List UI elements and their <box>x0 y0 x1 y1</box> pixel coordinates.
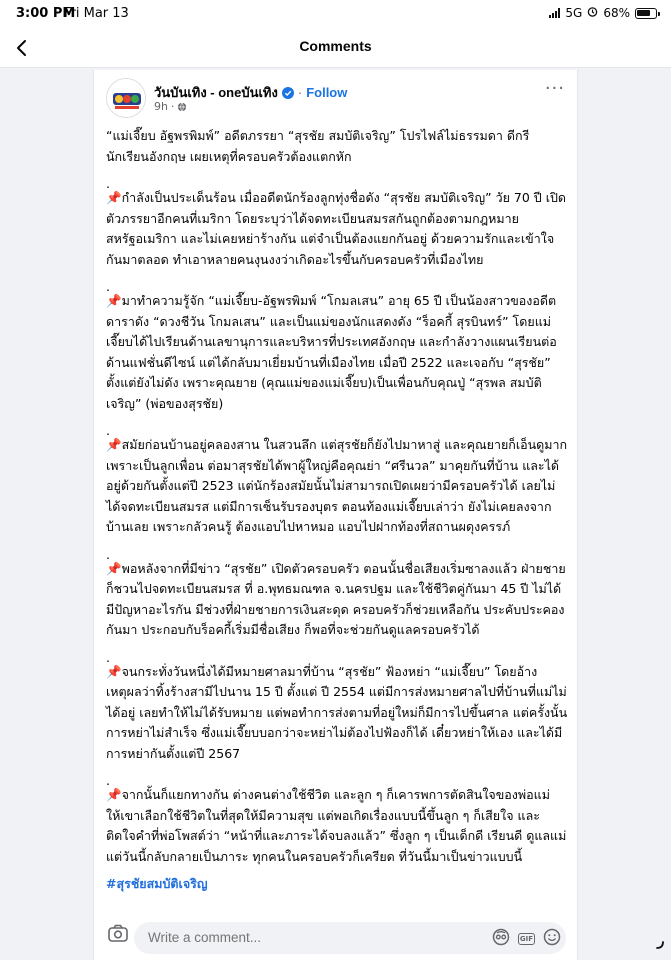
post-meta <box>154 100 187 113</box>
post-paragraph <box>106 188 568 270</box>
avatar-sticker-button[interactable] <box>492 928 510 950</box>
post-paragraph <box>106 559 568 641</box>
post-paragraph <box>106 662 568 765</box>
paragraph-dot: . <box>106 423 110 438</box>
battery-percent: 68% <box>603 6 630 20</box>
page-name[interactable]: วันบันเทิง - oneบันเทิง <box>154 85 278 100</box>
more-options-button[interactable] <box>545 78 565 99</box>
pushpin-icon: 📌 <box>106 437 122 452</box>
page-title: Comments <box>299 38 372 54</box>
comment-bar <box>94 914 577 960</box>
post-paragraph <box>106 785 568 867</box>
post-paragraph <box>106 435 568 538</box>
paragraph-dot: . <box>106 279 110 294</box>
status-time: 3:00 PM <box>16 6 76 21</box>
dot-separator: · <box>297 85 303 100</box>
emoji-icon <box>543 928 561 946</box>
camera-button[interactable] <box>108 924 128 946</box>
status-date: Fri Mar 13 <box>64 6 129 21</box>
alarm-icon <box>587 6 598 20</box>
battery-icon <box>635 8 657 19</box>
paragraph-dot: . <box>106 546 110 562</box>
paragraph-dot: . <box>106 773 110 788</box>
verified-badge-icon <box>282 87 294 99</box>
paragraph-text: สมัยก่อนบ้านอยู่คลองสาน ในสวนลึก แต่สุรชัยก็ยังไปมาหาสู่ และคุณยายก็เอ็นดูมาก เพราะเป็นลูกเพื่อน ต่อมาสุรชัยได้พาผู้ใหญ่คือคุณย่า “ศรีนวล” มาคุยกันที่บ้าน และได้อยู่ด้วยกันตั้งแต่ปี 2523 แต่นักร้องสมัยนั้นไม่สามารถเปิดเผยว่ามีครอบครัวได้ เลยไม่ได้จดทะเบียนสมรส แต่มีการเซ็นรับรองบุตร ตอนท้องแม่เจี๊ยบเล่าว่า ยังไม่เคยลงจากบ้านเลย เพราะกลัวคนรู้ ต้องแอบไปหาหมอ แอบไปฝากท้องที่สถานผดุงครรภ์ <box>106 437 568 534</box>
paragraph-text: จากนั้นก็แยกทางกัน ต่างคนต่างใช้ชีวิต และลูก ๆ ก็เคารพการตัดสินใจของพ่อแม่ ให้เขาเลือกใช้ชีวิตในที่สุดให้มีความสุข แต่พอเกิดเรื่องแบบนี้ขึ้นลูก ๆ ก็เสียใจ และติดใจคำที่พ่อโพสต์ว่า “หน้าที่และภาระได้จบลงแล้ว” ซึ่งลูก ๆ เป็นเด็กดี เรียนดี ดูแลแม่ แต่วันนี้กลับกลายเป็นภาระ ทุกคนในครอบครัวก็เครียด ที่วันนี้มาเป็นข่าวแบบนี้ <box>106 787 567 864</box>
paragraph-text: มาทำความรู้จัก “แม่เจี๊ยบ-อัฐพรพิมพ์ “โกมลเสน” อายุ 65 ปี เป็นน้องสาวของอดีตดาราดัง “ดวงชีวัน โกมลเสน” และเป็นแม่ของนักแสดงดัง “ร็อคกี้ สุรบินทร์” โดยแม่เจี๊ยบได้ไปเรียนด้านเลขานุการและบริหารที่ประเทศอังกฤษ และกำลังวางแผนเรียนต่อด้านแฟชั่นดีไซน์ แต่ได้กลับมาเยี่ยมบ้านที่เมืองไทย เมื่อปี 2522 และเจอกับ “สุรชัย” ตั้งแต่ยังไม่ดัง เพราะคุณยาย (คุณแม่ของแม่เจี๊ยบ)เป็นเพื่อนกับคุณปู่ “สุรพล สมบัติเจริญ” (พ่อของสุรชัย) <box>106 293 557 411</box>
post-time[interactable]: 9h <box>154 100 168 113</box>
hashtag-link[interactable]: #สุรชัยสมบัติเจริญ <box>106 876 208 891</box>
comment-input-icons <box>492 928 561 950</box>
dot-separator: · <box>170 100 175 113</box>
avatar[interactable] <box>106 78 146 118</box>
paragraph-text: จนกระทั่งวันหนึ่งได้มีหมายศาลมาที่บ้าน “สุรชัย” ฟ้องหย่า “แม่เจี๊ยบ” โดยอ้างเหตุผลว่าทิ้งร้างสามีไปนาน 15 ปี ตั้งแต่ ปี 2554 แต่มีการส่งหมายศาลไปที่บ้านที่แม่ไม่ได้อยู่ เลยทำให้ไม่ได้รับหมาย แต่พอทำการส่งตามที่อยู่ใหม่ก็มีการไปขึ้นศาล แต่ครั้งนั้นการหย่าไม่สำเร็จ ซึ่งแม่เจี๊ยบบอกว่าจะหย่าไม่ต้องไปฟ้องก็ได้ เดี๋ยวหย่าให้เอง และได้มีการหย่ากันตั้งแต่ปี 2567 <box>106 663 568 761</box>
post-paragraph <box>106 291 568 414</box>
status-bar <box>0 0 671 28</box>
pushpin-icon: 📌 <box>106 787 122 802</box>
camera-icon <box>108 924 128 942</box>
nav-bar <box>0 28 671 68</box>
pushpin-icon: 📌 <box>106 560 122 576</box>
paragraph-dot: . <box>106 176 110 191</box>
gif-button[interactable]: GIF <box>519 935 533 943</box>
pushpin-icon: 📌 <box>106 293 122 308</box>
paragraph-text: กำลังเป็นประเด็นร้อน เมื่ออดีตนักร้องลูกทุ่งชื่อดัง “สุรชัย สมบัติเจริญ” วัย 70 ปี เปิดตัวภรรยาอีกคนที่เมริกา โดยระบุว่าได้จดทะเบียนสมรสกันถูกต้องตามกฎหมายสหรัฐอเมริกา และไม่เคยหย่าร้างกัน แต่จำเป็นต้องแยกกันอยู่ ด้วยความรักและเข้าใจกันมาตลอด ทำเอาหลายคนงุนงงว่าเกิดอะไรขึ้นกับครอบครัวที่เมืองไทย <box>106 190 567 267</box>
paragraph-text: พอหลังจากที่มีข่าว “สุรชัย” เปิดตัวครอบครัว ตอนนั้นชื่อเสียงเริ่มซาลงแล้ว ฝ่ายชายก็ชวนไปจดทะเบียนสมรส ที่ อ.พุทธมณฑล จ.นครปฐม และใช้ชีวิตคู่กันมา 45 ปี ไม่ได้มีปัญหาอะไรกัน มีช่วงที่ฝ่ายชายการเงินสะดุด ครอบครัวก็ช่วยเหลือกัน ประคับประคองกันมา ประกอบกับร็อคกี้เริ่มมีชื่อเสียง ก็พอที่จะช่วยกันดูแลครอบครัวได้ <box>106 560 566 637</box>
more-horizontal-icon: ··· <box>544 78 565 99</box>
cellular-signal-icon <box>549 8 560 18</box>
status-indicators <box>549 6 657 20</box>
network-type: 5G <box>565 6 583 20</box>
post-headline: “แม่เจี๊ยบ อัฐพรพิมพ์” อดีตภรรยา “สุรชัย สมบัติเจริญ” โปรไฟล์ไม่ธรรมดา ดีกรีนักเรียนอังกฤษ เผยเหตุที่ครอบครัวต้องแตกหัก <box>106 128 530 164</box>
avatar-sticker-icon <box>492 928 510 946</box>
globe-icon <box>177 102 187 112</box>
follow-button[interactable]: Follow <box>306 85 348 100</box>
pushpin-icon: 📌 <box>106 663 122 679</box>
scroll-handle-icon <box>655 935 665 954</box>
post-card <box>93 70 578 960</box>
pushpin-icon: 📌 <box>106 190 122 205</box>
post-body <box>106 126 568 902</box>
paragraph-dot: . <box>106 649 110 665</box>
post-header <box>94 70 577 120</box>
page-logo-icon <box>107 79 146 118</box>
emoji-button[interactable] <box>543 928 561 950</box>
